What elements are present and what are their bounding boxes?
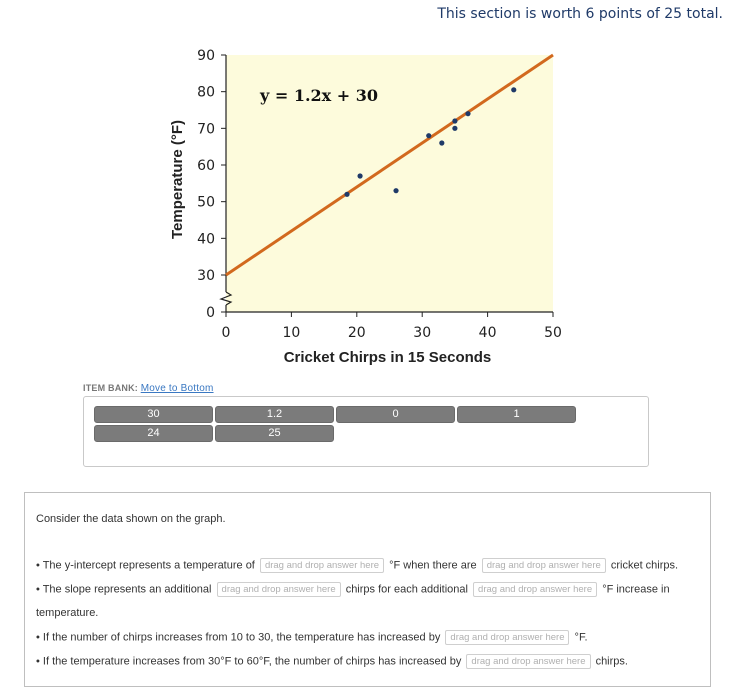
x-tick-label-0: 0 bbox=[221, 325, 231, 341]
drop-zone-y-intercept-temp[interactable]: drag and drop answer here bbox=[260, 558, 384, 573]
answer-chip-24[interactable]: 24 bbox=[94, 425, 213, 442]
section-worth-note: This section is worth 6 points of 25 total. bbox=[437, 6, 723, 22]
line2-text-c: °F increase in bbox=[602, 583, 670, 596]
line2-text-a: • The slope represents an additional bbox=[36, 583, 212, 596]
answer-chip-1-2[interactable]: 1.2 bbox=[215, 406, 334, 423]
line2-text-b: chirps for each additional bbox=[345, 583, 468, 596]
answer-chip-25[interactable]: 25 bbox=[215, 425, 334, 442]
line4-text-b: chirps. bbox=[595, 655, 628, 668]
y-tick-label-90: 90 bbox=[197, 48, 215, 64]
line3-text-b: °F. bbox=[574, 631, 588, 644]
data-point-4 bbox=[426, 133, 431, 138]
drop-zone-y-intercept-chirps[interactable]: drag and drop answer here bbox=[482, 558, 606, 573]
drop-zone-temp-increase[interactable]: drag and drop answer here bbox=[445, 630, 569, 645]
y-tick-label-80: 80 bbox=[197, 84, 215, 101]
x-tick-label-30: 30 bbox=[413, 325, 432, 341]
line1-text-a: • The y-intercept represents a temperature of bbox=[36, 559, 255, 572]
answer-chip-0[interactable]: 0 bbox=[336, 406, 455, 423]
question-line-3 bbox=[36, 630, 588, 645]
x-tick-label-20: 20 bbox=[347, 325, 366, 341]
line1-text-c: cricket chirps. bbox=[610, 559, 679, 572]
item-bank-label: ITEM BANK: bbox=[83, 383, 138, 393]
data-point-7 bbox=[452, 126, 457, 131]
x-tick-label-10: 10 bbox=[282, 325, 301, 341]
x-tick-label-50: 50 bbox=[544, 325, 562, 341]
line3-text-a: • If the number of chirps increases from 10 to 30, the temperature has increased by bbox=[36, 631, 441, 644]
move-to-bottom-link[interactable]: Move to Bottom bbox=[140, 383, 214, 394]
y-tick-label-50: 50 bbox=[197, 194, 215, 211]
line1-text-b: °F when there are bbox=[389, 559, 477, 572]
drop-zone-slope-temp[interactable]: drag and drop answer here bbox=[473, 582, 597, 597]
drop-zone-slope-chirps[interactable]: drag and drop answer here bbox=[217, 582, 341, 597]
answer-chip-1[interactable]: 1 bbox=[457, 406, 576, 423]
question-line-2 bbox=[36, 582, 670, 597]
question-line-2-cont: temperature. bbox=[36, 607, 99, 619]
y-tick-label-0: 0 bbox=[206, 305, 215, 321]
answer-chip-30[interactable]: 30 bbox=[94, 406, 213, 423]
data-point-6 bbox=[452, 118, 457, 123]
data-point-5 bbox=[439, 140, 444, 145]
y-axis-label: Temperature (°F) bbox=[169, 119, 186, 240]
data-point-9 bbox=[511, 87, 516, 92]
equation-label: y = 1.2x + 30 bbox=[260, 86, 379, 105]
y-tick-label-60: 60 bbox=[197, 158, 215, 174]
item-bank-header bbox=[83, 383, 214, 394]
y-tick-label-70: 70 bbox=[197, 121, 215, 138]
drop-zone-chirps-increase[interactable]: drag and drop answer here bbox=[466, 654, 590, 669]
data-point-1 bbox=[344, 192, 349, 197]
data-point-2 bbox=[357, 173, 362, 178]
item-bank bbox=[83, 396, 649, 467]
question-line-1 bbox=[36, 558, 678, 573]
data-point-8 bbox=[465, 111, 470, 116]
scatter-chart bbox=[160, 40, 580, 375]
data-point-3 bbox=[393, 188, 398, 193]
question-line-4 bbox=[36, 654, 628, 669]
x-tick-label-40: 40 bbox=[478, 325, 497, 341]
question-panel bbox=[24, 492, 711, 687]
y-tick-label-30: 30 bbox=[197, 268, 215, 284]
y-tick-label-40: 40 bbox=[197, 231, 215, 248]
x-axis-label: Cricket Chirps in 15 Seconds bbox=[283, 349, 492, 366]
question-intro: Consider the data shown on the graph. bbox=[36, 513, 226, 525]
line4-text-a: • If the temperature increases from 30°F to 60°F, the number of chirps has increased by bbox=[36, 655, 462, 668]
